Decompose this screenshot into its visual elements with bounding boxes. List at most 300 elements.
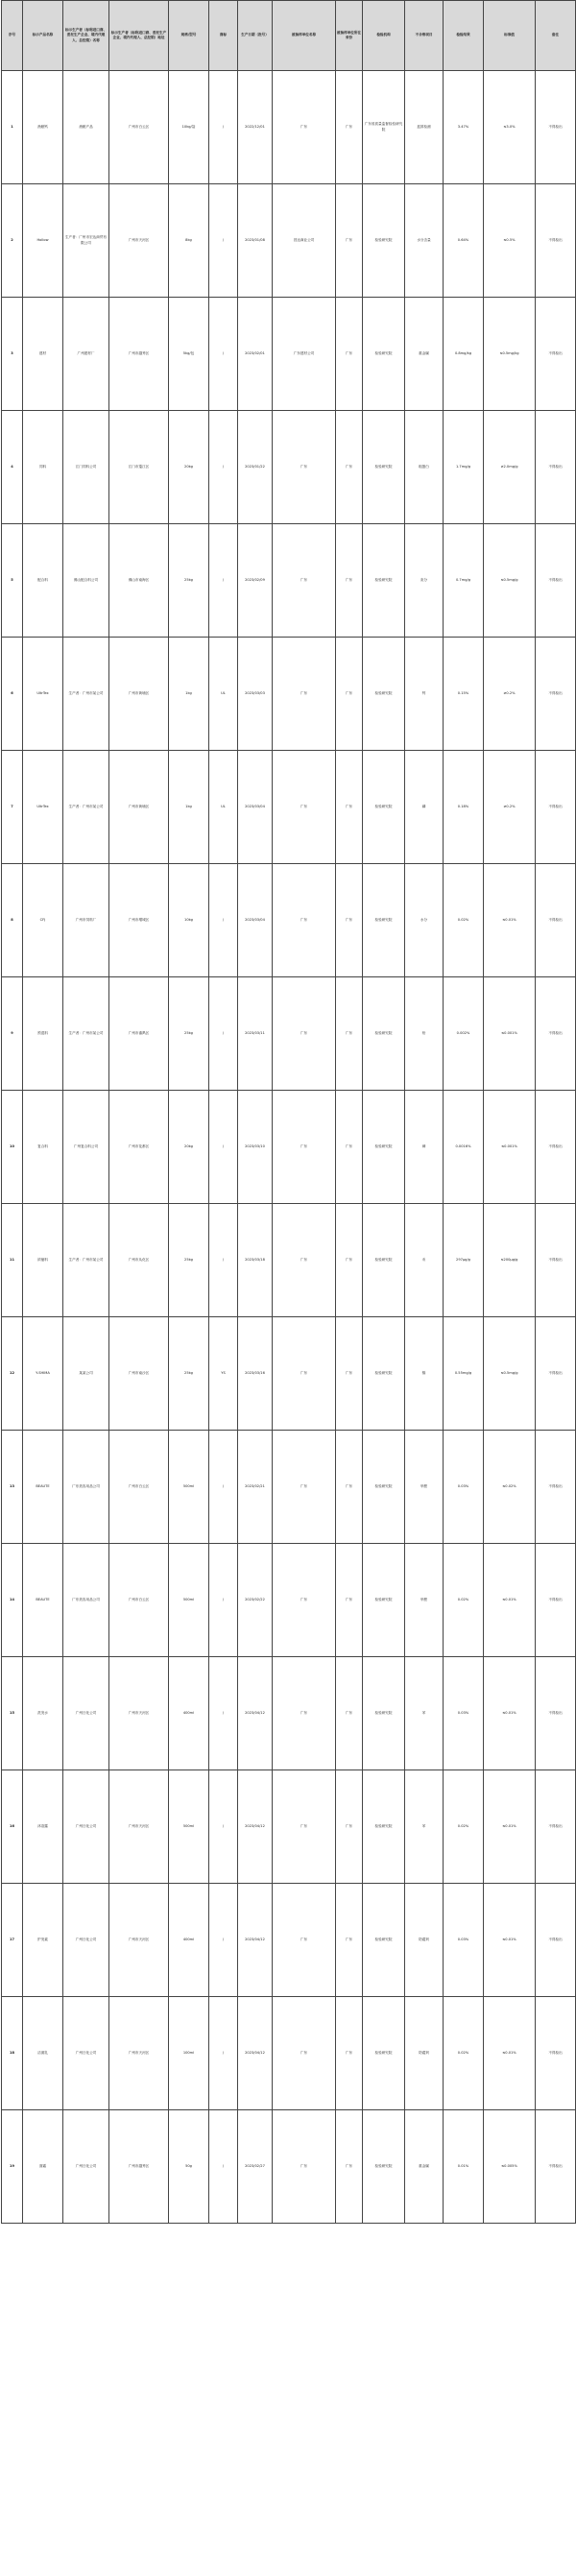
product-name: BEAUTE (23, 1431, 63, 1544)
test-result: 0.18% (444, 751, 484, 864)
row-number: 13 (2, 1431, 23, 1544)
failed-item: 汞 (405, 1204, 444, 1317)
province: 广东 (336, 1997, 363, 2110)
testing-lab: 检验研究院 (363, 1657, 405, 1770)
province: 广东 (336, 2110, 363, 2224)
spec: 8kg (169, 184, 209, 298)
testing-lab: 检验研究院 (363, 524, 405, 638)
failed-item: 粗蛋白 (405, 411, 444, 524)
product-name: CFJ (23, 864, 63, 977)
failed-item: 灰分 (405, 524, 444, 638)
sampled-unit: 广东 (273, 1204, 336, 1317)
production-date: 2023/02/21 (238, 1431, 273, 1544)
failed-item: 防腐剂 (405, 1997, 444, 2110)
brand: UL (209, 751, 238, 864)
row-number: 19 (2, 2110, 23, 2224)
spec: 500ml (169, 1431, 209, 1544)
standard-value: ≤0.01% (484, 1770, 536, 1884)
failed-item: 镉 (405, 1317, 444, 1431)
production-date: 2023/03/11 (238, 977, 273, 1091)
producer-name: 广州日化公司 (63, 1657, 109, 1770)
testing-lab: 检验研究院 (363, 1431, 405, 1544)
production-date: 2023/04/12 (238, 1997, 273, 2110)
test-result: 297µg/g (444, 1204, 484, 1317)
failed-item: 重金属 (405, 298, 444, 411)
row-number: 17 (2, 1884, 23, 1997)
product-name: UltrTex (23, 638, 63, 751)
row-number: 3 (2, 298, 23, 411)
producer-name: 广州日化公司 (63, 2110, 109, 2224)
test-result: 0.03% (444, 1431, 484, 1544)
test-result: 1.7mg/g (444, 411, 484, 524)
brand: / (209, 524, 238, 638)
producer-address: 广州市白云区 (109, 1544, 169, 1657)
row-number: 2 (2, 184, 23, 298)
table-row (2, 1431, 576, 1544)
col-header: 序号 (2, 1, 23, 71)
row-number: 5 (2, 524, 23, 638)
production-date: 2023/03/18 (238, 1204, 273, 1317)
spec: 25kg (169, 977, 209, 1091)
product-name: 预混料 (23, 977, 63, 1091)
remark: 不得检出 (536, 1317, 576, 1431)
producer-address: 广州市白云区 (109, 71, 169, 184)
brand: / (209, 411, 238, 524)
testing-lab: 检验研究院 (363, 2110, 405, 2224)
spec: 10kg/袋 (169, 71, 209, 184)
spec: 20kg (169, 411, 209, 524)
standard-value: ≤0.01% (484, 1997, 536, 2110)
row-number: 18 (2, 1997, 23, 2110)
standard-value: ≥0.2% (484, 638, 536, 751)
standard-value: ≤0.02% (484, 1431, 536, 1544)
sampled-unit: 广东 (273, 864, 336, 977)
table-row (2, 1091, 576, 1204)
province: 广东 (336, 1091, 363, 1204)
producer-name: 广州日化公司 (63, 1770, 109, 1884)
production-date: 2023/02/22 (238, 1544, 273, 1657)
spec: 25kg (169, 1204, 209, 1317)
table-row (2, 1770, 576, 1884)
failed-item: 钙 (405, 638, 444, 751)
standard-value: ≤0.001% (484, 1091, 536, 1204)
standard-value: ≤0.005% (484, 2110, 536, 2224)
standard-value: ≤0.01% (484, 1544, 536, 1657)
production-date: 2023/02/09 (238, 524, 273, 638)
spec: 25kg (169, 1317, 209, 1431)
row-number: 9 (2, 977, 23, 1091)
table-row (2, 751, 576, 864)
sampled-unit: 广东 (273, 1544, 336, 1657)
remark: 不得检出 (536, 1431, 576, 1544)
producer-name: 广东美容用品公司 (63, 1544, 109, 1657)
col-header: 标示生产者（标称进口商、委托生产企业、境内代理人、总经销）地址 (109, 1, 169, 71)
producer-name: 江门饲料公司 (63, 411, 109, 524)
producer-name: 渔粮产品 (63, 71, 109, 184)
producer-address: 广州市白云区 (109, 1431, 169, 1544)
row-number: 1 (2, 71, 23, 184)
spec: 500ml (169, 1770, 209, 1884)
remark: 不得检出 (536, 864, 576, 977)
test-result: 0.02% (444, 1770, 484, 1884)
testing-lab: 检验研究院 (363, 1770, 405, 1884)
production-date: 2023/04/12 (238, 1657, 273, 1770)
row-number: 16 (2, 1770, 23, 1884)
table-row (2, 1657, 576, 1770)
col-header: 检验机构 (363, 1, 405, 71)
producer-name: 生产者：广州市宏达商贸有限公司 (63, 184, 109, 298)
testing-lab: 检验研究院 (363, 411, 405, 524)
row-number: 14 (2, 1544, 23, 1657)
table-row (2, 411, 576, 524)
product-name: BEAUTE (23, 1544, 63, 1657)
table-row (2, 2110, 576, 2224)
producer-address: 江门市蓬江区 (109, 411, 169, 524)
failed-item: 苯 (405, 1770, 444, 1884)
province: 广东 (336, 71, 363, 184)
testing-lab: 检验研究院 (363, 638, 405, 751)
province: 广东 (336, 977, 363, 1091)
producer-name: 广州建材厂 (63, 298, 109, 411)
spec: 1kg (169, 638, 209, 751)
province: 广东 (336, 411, 363, 524)
spec: 400ml (169, 1657, 209, 1770)
table-row (2, 1884, 576, 1997)
remark: 不得检出 (536, 71, 576, 184)
product-name: UltrTex (23, 751, 63, 864)
production-date: 2023/03/03 (238, 638, 273, 751)
table-row (2, 864, 576, 977)
brand: UL (209, 638, 238, 751)
test-result: 0.01% (444, 2110, 484, 2224)
test-result: 0.002% (444, 977, 484, 1091)
test-result: 0.0016% (444, 1091, 484, 1204)
sampled-unit: 广东 (273, 1091, 336, 1204)
province: 广东 (336, 864, 363, 977)
province: 广东 (336, 751, 363, 864)
spec: 50g (169, 2110, 209, 2224)
sampled-unit: 广东 (273, 1997, 336, 2110)
product-name: 渔粮钙 (23, 71, 63, 184)
standard-value: ≤3.0% (484, 71, 536, 184)
testing-lab: 检验研究院 (363, 184, 405, 298)
producer-address: 广州市增城区 (109, 864, 169, 977)
sampled-unit: 广东 (273, 638, 336, 751)
producer-address: 广州市从化区 (109, 1204, 169, 1317)
brand: / (209, 1091, 238, 1204)
testing-lab: 检验研究院 (363, 1204, 405, 1317)
failed-item: 甲醛 (405, 1544, 444, 1657)
production-date: 2023/03/10 (238, 1091, 273, 1204)
brand: / (209, 977, 238, 1091)
standard-value: ≤0.01% (484, 1657, 536, 1770)
table-row (2, 524, 576, 638)
province: 广东 (336, 1431, 363, 1544)
product-name: 沐浴露 (23, 1770, 63, 1884)
brand: / (209, 298, 238, 411)
remark: 不得检出 (536, 1204, 576, 1317)
testing-lab: 检验研究院 (363, 1317, 405, 1431)
standard-value: ≥0.2% (484, 751, 536, 864)
product-name: 护发素 (23, 1884, 63, 1997)
production-date: 2023/02/01 (238, 298, 273, 411)
producer-name: 广州复合料公司 (63, 1091, 109, 1204)
row-number: 6 (2, 638, 23, 751)
producer-name: 广州日化公司 (63, 1884, 109, 1997)
producer-address: 广州市花都区 (109, 1091, 169, 1204)
brand: / (209, 71, 238, 184)
test-result: 0.02% (444, 1544, 484, 1657)
test-result: 3.47% (444, 71, 484, 184)
product-name: 配合料 (23, 524, 63, 638)
sampled-unit: 昌达商业公司 (273, 184, 336, 298)
testing-lab: 检验研究院 (363, 1884, 405, 1997)
producer-address: 广州市天河区 (109, 184, 169, 298)
spec: 100ml (169, 1997, 209, 2110)
producer-address: 佛山市南海区 (109, 524, 169, 638)
testing-lab: 检验研究院 (363, 1544, 405, 1657)
producer-name: 生产者：广州市某公司 (63, 1204, 109, 1317)
producer-address: 广州市天河区 (109, 1884, 169, 1997)
production-date: 2023/03/04 (238, 751, 273, 864)
remark: 不得检出 (536, 524, 576, 638)
remark: 不得检出 (536, 2110, 576, 2224)
sampled-unit: 广东 (273, 977, 336, 1091)
table-row (2, 184, 576, 298)
col-header: 不合格项目 (405, 1, 444, 71)
producer-address: 广州市南沙区 (109, 1317, 169, 1431)
col-header: 备注 (536, 1, 576, 71)
producer-name: 佛山配合料公司 (63, 524, 109, 638)
producer-name: 生产者：广州市某公司 (63, 638, 109, 751)
failed-item: 蓝屏检测 (405, 71, 444, 184)
failed-item: 防腐剂 (405, 1884, 444, 1997)
sampled-unit: 广东 (273, 1884, 336, 1997)
product-name: Hollow (23, 184, 63, 298)
remark: 不得检出 (536, 298, 576, 411)
province: 广东 (336, 184, 363, 298)
brand: / (209, 184, 238, 298)
standard-value: ≤0.5mg/g (484, 1317, 536, 1431)
production-date: 2023/04/12 (238, 1770, 273, 1884)
province: 广东 (336, 1770, 363, 1884)
spec: 500ml (169, 1544, 209, 1657)
province: 广东 (336, 1317, 363, 1431)
results-table (1, 0, 576, 2224)
table-row (2, 71, 576, 184)
producer-address: 广州市天河区 (109, 1770, 169, 1884)
failed-item: 甲醛 (405, 1431, 444, 1544)
remark: 不得检出 (536, 751, 576, 864)
brand: / (209, 1204, 238, 1317)
brand: / (209, 864, 238, 977)
table-row (2, 977, 576, 1091)
product-name: 面霜 (23, 2110, 63, 2224)
testing-lab: 检验研究院 (363, 1997, 405, 2110)
product-name: 建材 (23, 298, 63, 411)
producer-address: 广州市番禺区 (109, 977, 169, 1091)
col-header: 标示生产者（标称进口商、委托生产企业、境内代理人、总经销）名称 (63, 1, 109, 71)
row-number: 11 (2, 1204, 23, 1317)
col-header: 生产日期（批号） (238, 1, 273, 71)
standard-value: ≤0.5% (484, 184, 536, 298)
producer-address: 广州市黄埔区 (109, 751, 169, 864)
test-result: 0.64% (444, 184, 484, 298)
province: 广东 (336, 638, 363, 751)
test-result: 0.15% (444, 638, 484, 751)
testing-lab: 检验研究院 (363, 1091, 405, 1204)
failed-item: 水分含量 (405, 184, 444, 298)
failed-item: 磷 (405, 751, 444, 864)
table-row (2, 1997, 576, 2110)
test-result: 0.02% (444, 864, 484, 977)
table-row (2, 1317, 576, 1431)
province: 广东 (336, 524, 363, 638)
remark: 不得检出 (536, 1884, 576, 1997)
remark: 不得检出 (536, 1997, 576, 2110)
table-row (2, 638, 576, 751)
producer-name: 生产者：广州市某公司 (63, 751, 109, 864)
producer-name: 某某公司 (63, 1317, 109, 1431)
product-name: 饲料 (23, 411, 63, 524)
producer-name: 广州日化公司 (63, 1997, 109, 2110)
failed-item: 苯 (405, 1657, 444, 1770)
remark: 不得检出 (536, 1091, 576, 1204)
col-header: 标示产品名称 (23, 1, 63, 71)
testing-lab: 广东省质量监督检验研究院 (363, 71, 405, 184)
product-name: Y-SHIMA (23, 1317, 63, 1431)
product-name: 浓缩料 (23, 1204, 63, 1317)
row-number: 15 (2, 1657, 23, 1770)
standard-value: ≤0.001% (484, 977, 536, 1091)
sampled-unit: 广东 (273, 751, 336, 864)
testing-lab: 检验研究院 (363, 751, 405, 864)
standard-value: ≤0.5mg/g (484, 524, 536, 638)
col-header: 规格/型号 (169, 1, 209, 71)
product-name: 复合料 (23, 1091, 63, 1204)
col-header: 检验结果 (444, 1, 484, 71)
test-result: 0.03% (444, 1657, 484, 1770)
production-date: 2023/04/12 (238, 1884, 273, 1997)
col-header: 被抽样单位所在省份 (336, 1, 363, 71)
production-date: 2023/02/27 (238, 2110, 273, 2224)
testing-lab: 检验研究院 (363, 977, 405, 1091)
product-name: 洁面乳 (23, 1997, 63, 2110)
production-date: 2022/12/01 (238, 71, 273, 184)
spec: 20kg (169, 1091, 209, 1204)
producer-address: 广州市天河区 (109, 1657, 169, 1770)
sampled-unit: 广东 (273, 71, 336, 184)
sampled-unit: 广东 (273, 411, 336, 524)
header-row (2, 1, 576, 71)
row-number: 12 (2, 1317, 23, 1431)
remark: 不得检出 (536, 1657, 576, 1770)
sampled-unit: 广东 (273, 524, 336, 638)
brand: YS (209, 1317, 238, 1431)
spec: 5kg/包 (169, 298, 209, 411)
testing-lab: 检验研究院 (363, 864, 405, 977)
table-row (2, 1204, 576, 1317)
producer-name: 生产者：广州市某公司 (63, 977, 109, 1091)
test-result: 0.02% (444, 1997, 484, 2110)
row-number: 4 (2, 411, 23, 524)
col-header: 商标 (209, 1, 238, 71)
province: 广东 (336, 1204, 363, 1317)
test-result: 0.8mg/kg (444, 298, 484, 411)
brand: / (209, 1431, 238, 1544)
remark: 不得检出 (536, 1544, 576, 1657)
producer-name: 广东美容用品公司 (63, 1431, 109, 1544)
remark: 不得检出 (536, 184, 576, 298)
producer-address: 广州市天河区 (109, 1997, 169, 2110)
spec: 25kg (169, 524, 209, 638)
production-date: 2023/01/22 (238, 411, 273, 524)
producer-address: 广州市越秀区 (109, 2110, 169, 2224)
spec: 400ml (169, 1884, 209, 1997)
table-row (2, 1544, 576, 1657)
sampled-unit: 广东 (273, 1770, 336, 1884)
province: 广东 (336, 1884, 363, 1997)
sampled-unit: 广东建材公司 (273, 298, 336, 411)
province: 广东 (336, 298, 363, 411)
sampled-unit: 广东 (273, 2110, 336, 2224)
standard-value: ≤200µg/g (484, 1204, 536, 1317)
spec: 10kg (169, 864, 209, 977)
remark: 不得检出 (536, 1770, 576, 1884)
producer-name: 广州市饲料厂 (63, 864, 109, 977)
brand: / (209, 1997, 238, 2110)
remark: 不得检出 (536, 977, 576, 1091)
remark: 不得检出 (536, 638, 576, 751)
province: 广东 (336, 1657, 363, 1770)
row-number: 8 (2, 864, 23, 977)
sampled-unit: 广东 (273, 1431, 336, 1544)
standard-value: ≥2.0mg/g (484, 411, 536, 524)
test-result: 0.55mg/g (444, 1317, 484, 1431)
province: 广东 (336, 1544, 363, 1657)
remark: 不得检出 (536, 411, 576, 524)
brand: / (209, 1544, 238, 1657)
row-number: 7 (2, 751, 23, 864)
production-date: 2023/03/04 (238, 864, 273, 977)
standard-value: ≤0.5mg/kg (484, 298, 536, 411)
sampled-unit: 广东 (273, 1317, 336, 1431)
producer-address: 广州市越秀区 (109, 298, 169, 411)
testing-lab: 检验研究院 (363, 298, 405, 411)
sampled-unit: 广东 (273, 1657, 336, 1770)
production-date: 2023/03/16 (238, 1317, 273, 1431)
production-date: 2023/01/08 (238, 184, 273, 298)
col-header: 被抽样单位名称 (273, 1, 336, 71)
producer-address: 广州市黄埔区 (109, 638, 169, 751)
failed-item: 铅 (405, 977, 444, 1091)
row-number: 10 (2, 1091, 23, 1204)
spec: 1kg (169, 751, 209, 864)
failed-item: 重金属 (405, 2110, 444, 2224)
standard-value: ≤0.01% (484, 864, 536, 977)
brand: / (209, 1884, 238, 1997)
brand: / (209, 1657, 238, 1770)
test-result: 0.7mg/g (444, 524, 484, 638)
col-header: 标准值 (484, 1, 536, 71)
brand: / (209, 2110, 238, 2224)
product-name: 洗发水 (23, 1657, 63, 1770)
table-row (2, 298, 576, 411)
failed-item: 水分 (405, 864, 444, 977)
brand: / (209, 1770, 238, 1884)
failed-item: 砷 (405, 1091, 444, 1204)
test-result: 0.03% (444, 1884, 484, 1997)
